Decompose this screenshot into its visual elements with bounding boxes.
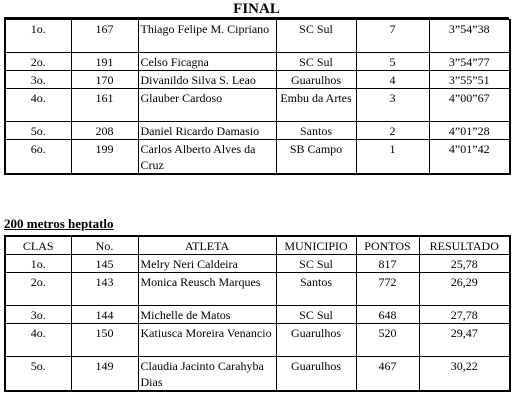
table-row [5, 53, 510, 71]
heptatlo-title: 200 metros heptatlo [4, 216, 114, 231]
municipio-cell: SB Campo [276, 140, 356, 175]
table-row [5, 306, 510, 324]
clas-cell: 1o. [5, 255, 71, 273]
result-cell: 3”54”77 [429, 53, 510, 71]
table-row [5, 273, 510, 306]
number-cell: 208 [71, 122, 138, 140]
number-cell: 145 [71, 255, 138, 273]
number-cell: 150 [71, 324, 138, 357]
clas-cell: 2o. [5, 53, 71, 71]
result-cell: 25,78 [419, 255, 510, 273]
points-cell: 467 [356, 357, 419, 392]
athlete-cell: Glauber Cardoso [138, 89, 276, 122]
heptatlo-table [4, 235, 511, 392]
result-cell: 3”54”38 [429, 20, 510, 53]
number-cell: 170 [71, 71, 138, 89]
clas-cell: 3o. [5, 71, 71, 89]
clas-cell: 4o. [5, 324, 71, 357]
header-number: No. [71, 236, 138, 255]
points-cell: 772 [356, 273, 419, 306]
number-cell: 149 [71, 357, 138, 392]
header-athlete: ATLETA [138, 236, 276, 255]
athlete-cell: Melry Neri Caldeira [138, 255, 276, 273]
table-row [5, 357, 510, 392]
position-cell: 5 [356, 53, 429, 71]
result-cell: 30,22 [419, 357, 510, 392]
clas-cell: 5o. [5, 122, 71, 140]
table-row [5, 71, 510, 89]
result-cell: 26,29 [419, 273, 510, 306]
municipio-cell: Guarulhos [276, 71, 356, 89]
header-clas: CLAS [5, 236, 71, 255]
athlete-cell: Monica Reusch Marques [138, 273, 276, 306]
table-row [5, 20, 510, 53]
municipio-cell: SC Sul [276, 306, 356, 324]
points-cell: 520 [356, 324, 419, 357]
number-cell: 199 [71, 140, 138, 175]
athlete-cell: Divanildo Silva S. Leao [138, 71, 276, 89]
result-cell: 4”00”67 [429, 89, 510, 122]
heptatlo-section [4, 235, 509, 392]
athlete-cell: Thiago Felipe M. Cipriano [138, 20, 276, 53]
final-table [4, 19, 511, 175]
table-row [5, 140, 510, 175]
clas-cell: 5o. [5, 357, 71, 392]
municipio-cell: Santos [276, 122, 356, 140]
clas-cell: 2o. [5, 273, 71, 306]
athlete-cell: Carlos Alberto Alves da Cruz [138, 140, 276, 175]
number-cell: 167 [71, 20, 138, 53]
position-cell: 3 [356, 89, 429, 122]
position-cell: 4 [356, 71, 429, 89]
athlete-cell: Claudia Jacinto Carahyba Dias [138, 357, 276, 392]
position-cell: 1 [356, 140, 429, 175]
municipio-cell: Guarulhos [276, 357, 356, 392]
result-cell: 3”55”51 [429, 71, 510, 89]
result-cell: 4”01”28 [429, 122, 510, 140]
athlete-cell: Celso Ficagna [138, 53, 276, 71]
athlete-cell: Daniel Ricardo Damasio [138, 122, 276, 140]
municipio-cell: SC Sul [276, 53, 356, 71]
number-cell: 143 [71, 273, 138, 306]
table-row [5, 89, 510, 122]
number-cell: 144 [71, 306, 138, 324]
final-title: FINAL [4, 0, 509, 19]
table-row [5, 122, 510, 140]
points-cell: 648 [356, 306, 419, 324]
number-cell: 191 [71, 53, 138, 71]
number-cell: 161 [71, 89, 138, 122]
result-cell: 4”01”42 [429, 140, 510, 175]
header-points: PONTOS [356, 236, 419, 255]
header-result: RESULTADO [419, 236, 510, 255]
municipio-cell: SC Sul [276, 255, 356, 273]
municipio-cell: SC Sul [276, 20, 356, 53]
municipio-cell: Embu da Artes [276, 89, 356, 122]
points-cell: 817 [356, 255, 419, 273]
clas-cell: 3o. [5, 306, 71, 324]
result-cell: 29,47 [419, 324, 510, 357]
position-cell: 7 [356, 20, 429, 53]
result-cell: 27,78 [419, 306, 510, 324]
table-row [5, 324, 510, 357]
table-row [5, 255, 510, 273]
municipio-cell: Guarulhos [276, 324, 356, 357]
position-cell: 2 [356, 122, 429, 140]
header-municipio: MUNICIPIO [276, 236, 356, 255]
athlete-cell: Katiusca Moreira Venancio [138, 324, 276, 357]
athlete-cell: Michelle de Matos [138, 306, 276, 324]
clas-cell: 1o. [5, 20, 71, 53]
table-header-row [5, 236, 510, 255]
clas-cell: 4o. [5, 89, 71, 122]
final-section [4, 0, 509, 175]
municipio-cell: Santos [276, 273, 356, 306]
clas-cell: 6o. [5, 140, 71, 175]
